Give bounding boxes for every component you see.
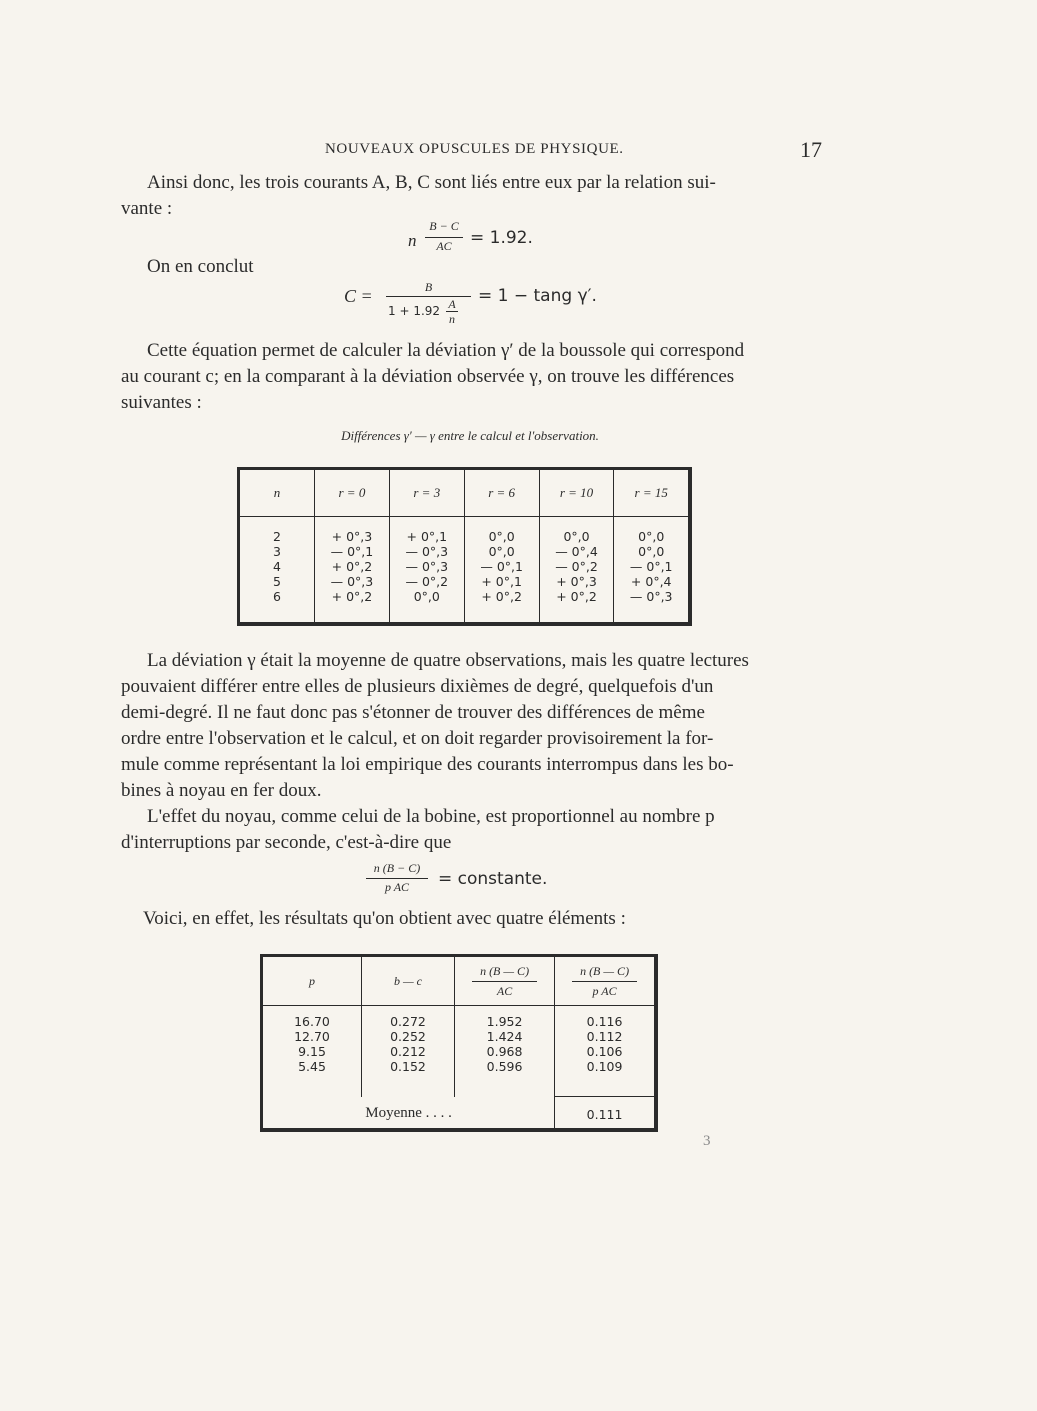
- cell: — 0°,3: [405, 544, 449, 559]
- column-ratio: [455, 1006, 555, 1097]
- header-fraction-num: n (B — C): [572, 964, 637, 982]
- eq-rhs: = 1 − tang γ′.: [478, 286, 597, 306]
- column-r10: [539, 517, 614, 623]
- cell: + 0°,3: [556, 574, 597, 589]
- fraction-bar: [386, 296, 471, 297]
- cell: — 0°,2: [405, 574, 449, 589]
- paragraph-line: demi-degré. Il ne faut donc pas s'étonner de trouver des différences de même: [121, 702, 705, 723]
- cell: — 0°,2: [555, 559, 598, 574]
- cell: + 0°,4: [630, 574, 672, 589]
- eq-rhs: = 1.92.: [470, 228, 533, 248]
- cell: 0.152: [390, 1059, 426, 1074]
- table-differences: [237, 467, 692, 626]
- column-r3: [389, 517, 464, 623]
- column-r0: [315, 517, 390, 623]
- column-header: p: [263, 957, 362, 1006]
- cell: 0°,0: [413, 589, 440, 604]
- cell: + 0°,2: [331, 589, 373, 604]
- column-header: n: [240, 470, 315, 517]
- paragraph-results: [121, 906, 816, 932]
- cell: + 0°,1: [406, 529, 448, 544]
- paragraph-line: vante :: [121, 198, 173, 219]
- eq-denominator: p AC: [384, 880, 410, 894]
- cell: 9.15: [298, 1044, 326, 1059]
- paragraph-line: Voici, en effet, les résultats qu'on obtient avec quatre éléments :: [143, 908, 626, 929]
- table-header-row: [263, 957, 654, 1006]
- eq-numerator: B − C: [429, 219, 459, 233]
- eq-numerator: n (B − C): [373, 861, 421, 875]
- cell: + 0°,2: [331, 559, 373, 574]
- table-row: [263, 1006, 654, 1097]
- cell: 0.596: [486, 1059, 523, 1074]
- cell: 3: [273, 544, 281, 559]
- column-bc: [362, 1006, 455, 1097]
- cell: 0.968: [486, 1044, 523, 1059]
- column-header: r = 0: [315, 470, 390, 517]
- cell: 0°,0: [488, 544, 515, 559]
- column-ratio-per-p: [555, 1006, 654, 1097]
- cell: — 0°,1: [629, 559, 673, 574]
- cell: — 0°,3: [330, 574, 374, 589]
- eq-lhs: C =: [344, 286, 373, 306]
- paragraph-line: Ainsi donc, les trois courants A, B, C sont liés entre eux par la relation sui-: [147, 172, 716, 193]
- column-p: [263, 1006, 362, 1097]
- paragraph-line: bines à noyau en fer doux.: [121, 780, 322, 801]
- cell: — 0°,1: [330, 544, 374, 559]
- cell: + 0°,2: [481, 589, 522, 604]
- cell: + 0°,2: [556, 589, 597, 604]
- cell: 0°,0: [563, 529, 590, 544]
- cell: — 0°,3: [629, 589, 673, 604]
- header-fraction: [572, 964, 637, 999]
- header-fraction-den: AC: [496, 983, 513, 998]
- cell: — 0°,1: [480, 559, 523, 574]
- cell: 0.252: [390, 1029, 426, 1044]
- cell: 5: [273, 574, 281, 589]
- cell: 0.106: [586, 1044, 623, 1059]
- eq-numerator: B: [424, 280, 433, 294]
- cell: 5.45: [298, 1059, 326, 1074]
- equation-constant: [366, 861, 586, 901]
- paragraph-intro: [121, 170, 816, 222]
- eq-inner-num: A: [448, 297, 456, 311]
- equation-c: [344, 280, 644, 340]
- cell: — 0°,3: [405, 559, 449, 574]
- paragraph-line: d'interruptions par seconde, c'est-à-dire que: [121, 832, 452, 853]
- paragraph-line: pouvaient différer entre elles de plusieurs dixièmes de degré, quelquefois d'un: [121, 676, 714, 697]
- paragraph-line: On en conclut: [147, 256, 254, 277]
- column-header: [455, 957, 555, 1006]
- cell: 0°,0: [488, 529, 515, 544]
- running-title: NOUVEAUX OPUSCULES DE PHYSIQUE.: [325, 141, 624, 157]
- paragraph-deviation: [121, 648, 816, 804]
- marginal-mark: 3: [703, 1133, 711, 1149]
- paragraph-line: mule comme représentant la loi empirique des courants interrompus dans les bo-: [121, 754, 734, 775]
- table-results: [260, 954, 658, 1132]
- cell: 12.70: [294, 1029, 330, 1044]
- cell: — 0°,4: [555, 544, 598, 559]
- table1-caption: Différences γ′ — γ entre le calcul et l'observation.: [341, 428, 599, 443]
- cell: 2: [273, 529, 281, 544]
- column-header: r = 3: [389, 470, 464, 517]
- cell: 0.116: [586, 1014, 623, 1029]
- cell: 1.424: [486, 1029, 523, 1044]
- eq-inner-den: n: [449, 312, 455, 326]
- column-header: r = 10: [539, 470, 614, 517]
- cell: 0°,0: [638, 544, 665, 559]
- paragraph-line: L'effet du noyau, comme celui de la bobine, est proportionnel au nombre p: [147, 806, 715, 827]
- cell: 0.112: [586, 1029, 623, 1044]
- page-number: 17: [800, 137, 822, 162]
- paragraph-equation-use: [121, 338, 816, 416]
- header-fraction-den: p AC: [592, 983, 617, 998]
- table: [263, 957, 654, 1128]
- table-average-row: [263, 1097, 654, 1129]
- paragraph-core-effect: [121, 804, 816, 856]
- paragraph-line: au courant c; en la comparant à la déviation observée γ, on trouve les différences: [121, 366, 735, 387]
- fraction-bar: [425, 237, 463, 238]
- average-label: Moyenne . . . .: [263, 1097, 555, 1129]
- eq-rhs: = constante.: [438, 869, 548, 889]
- cell: 0.272: [390, 1014, 426, 1029]
- table: [240, 470, 688, 622]
- table-row: [240, 517, 688, 623]
- paragraph-line: suivantes :: [121, 392, 202, 413]
- cell: + 0°,1: [481, 574, 522, 589]
- eq-denominator-prefix: 1 + 1.92: [388, 304, 441, 318]
- cell: 1.952: [486, 1014, 523, 1029]
- cell: 0.212: [390, 1044, 426, 1059]
- cell: 6: [273, 589, 281, 604]
- column-r6: [464, 517, 539, 623]
- cell: 16.70: [294, 1014, 330, 1029]
- cell: + 0°,3: [331, 529, 373, 544]
- equation-ratio: [408, 218, 608, 258]
- eq-denominator: AC: [436, 239, 452, 253]
- fraction-bar: [366, 878, 428, 879]
- eq-n: n: [408, 231, 417, 250]
- column-header: r = 15: [614, 470, 688, 517]
- paragraph-line: La déviation γ était la moyenne de quatre observations, mais les quatre lectures: [147, 650, 749, 671]
- text-conclude: [121, 254, 816, 280]
- paragraph-line: Cette équation permet de calculer la déviation γ′ de la boussole qui correspond: [147, 340, 745, 361]
- header-fraction: [472, 964, 537, 999]
- column-r15: [614, 517, 688, 623]
- page-header: [0, 139, 1037, 161]
- paragraph-line: ordre entre l'observation et le calcul, et on doit regarder provisoirement la for-: [121, 728, 714, 749]
- column-header: r = 6: [464, 470, 539, 517]
- cell: 4: [273, 559, 281, 574]
- cell: 0°,0: [638, 529, 665, 544]
- header-fraction-num: n (B — C): [472, 964, 537, 982]
- column-header: [555, 957, 654, 1006]
- average-value: 0.111: [555, 1097, 654, 1129]
- cell: 0.109: [586, 1059, 623, 1074]
- column-n: [240, 517, 315, 623]
- column-header: b — c: [362, 957, 455, 1006]
- table-header-row: [240, 470, 688, 517]
